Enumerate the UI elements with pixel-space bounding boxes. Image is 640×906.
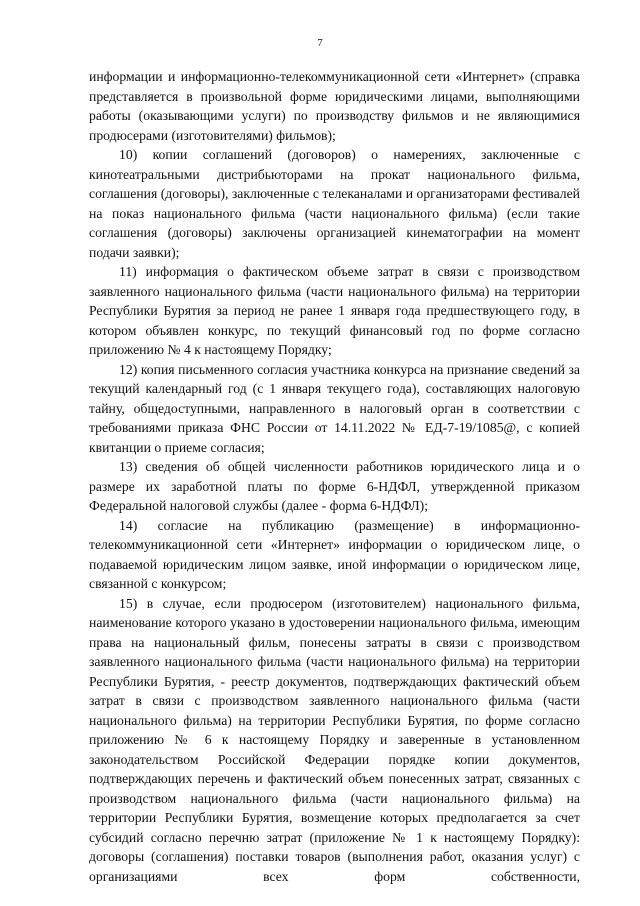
paragraph: 10) копии соглашений (договоров) о намерениях, заключенные с кинотеатральными дистрибьюторами на прокат национального фильма, соглашения (договоры), заключенные с телеканалами и организаторами фестивалей на показ национального фильма (части национального фильма) (если такие соглашения (договоры) заключены организацией кинематографии на момент подачи заявки);: [89, 147, 580, 260]
page-number: 7: [317, 37, 323, 49]
paragraph: информации и информационно-телекоммуникационной сети «Интернет» (справка представляется в произвольной форме юридическими лицами, выполняющими работы (оказывающими услуги) по производству фильмов и не являющимися продюсерами (изготовителями) фильмов);: [89, 69, 580, 143]
paragraph: 11) информация о фактическом объеме затрат в связи с производством заявленного национального фильма (части национального фильма) на территории Республики Бурятия за период не ранее 1 января года предшествующего году, в котором объявлен конкурс, по текущий финансовый год по форме согласно приложению № 4 к настоящему Порядку;: [89, 264, 580, 357]
paragraph: 14) согласие на публикацию (размещение) в информационно-телекоммуникационной сети «Интернет» информации о юридическом лице, о подаваемой юридическим лицом заявке, иной информации о юридическом лице, связанной с конкурсом;: [89, 517, 580, 591]
paragraph: 13) сведения об общей численности работников юридического лица и о размере их заработной платы по форме 6-НДФЛ, утвержденной приказом Федеральной налоговой службы (далее - форма 6-НДФЛ);: [89, 459, 580, 513]
paragraph: 12) копия письменного согласия участника конкурса на признание сведений за текущий календарный год (с 1 января текущего года), составляющих налоговую тайну, общедоступными, направленного в налоговый орган в соответствии с требованиями приказа ФНС России от 14.11.2022 № ЕД-7-19/1085@, с копией квитанции о приеме согласия;: [89, 361, 580, 455]
paragraph: 15) в случае, если продюсером (изготовителем) национального фильма, наименование которого указано в удостоверении национального фильма, имеющим права на национальный фильм, понесены затраты в связи с производством заявленного национального фильма (части национального фильма) на территории Республики Бурятия, - реестр документов, подтверждающих фактический объем затрат в связи с производством заявленного национального фильма (части национального фильма) на территории Республики Бурятия, по форме согласно приложению № 6 к настоящему Порядку и заверенные в установленном законодательством Российской Федерации порядке копии документов, подтверждающих перечень и фактический объем понесенных затрат, связанных с производством национального фильма (части национального фильма) на территории Республики Бурятия, возмещение которых предполагается за счет субсидий согласно перечню затрат (приложение № 1 к настоящему Порядку): договоры (соглашения) поставки товаров (выполнения работ, оказания услуг) с организациями всех форм собственности,: [89, 595, 580, 884]
document-body: [89, 67, 580, 886]
